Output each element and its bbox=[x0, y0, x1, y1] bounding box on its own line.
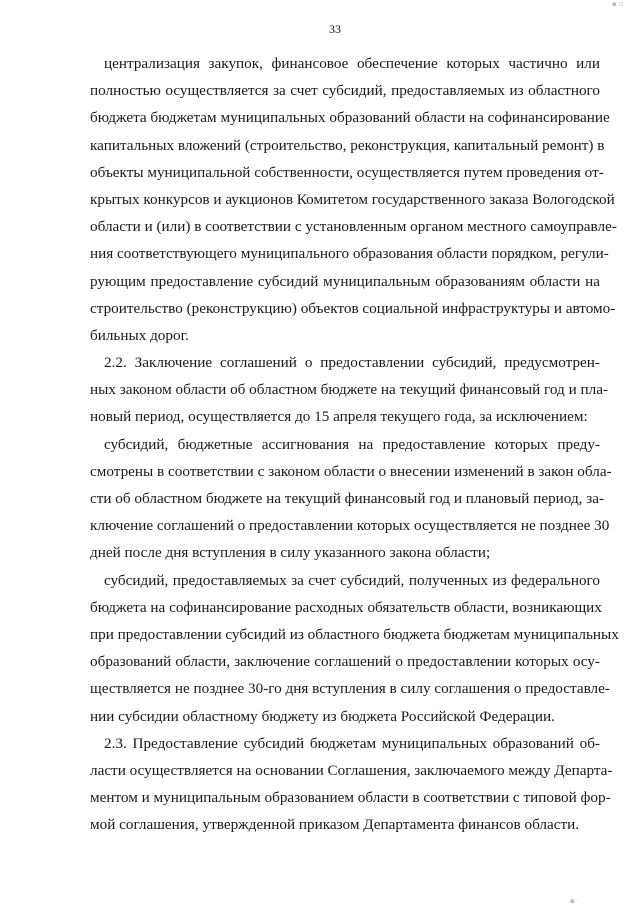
text-line: централизация закупок, финансовое обеспечение которых частично или bbox=[104, 55, 600, 72]
page-number: 33 bbox=[329, 22, 341, 36]
scan-speck: ▪ · bbox=[570, 897, 580, 905]
text-line: при предоставлении субсидий из областного бюджета бюджетам муниципальных bbox=[90, 625, 619, 643]
text-line: смотрены в соответствии с законом области о внесении изменений в закон обла- bbox=[90, 462, 612, 480]
text-line: полностью осуществляется за счет субсидий, предоставляемых из областного bbox=[90, 82, 600, 100]
text-line: области и (или) в соответствии с установленным органом местного самоуправле- bbox=[90, 218, 617, 236]
text-line: ных законом области об областном бюджете на текущий финансовый год и пла- bbox=[90, 381, 609, 399]
paragraph-subsidies-federal bbox=[90, 567, 619, 730]
text-line: сти об областном бюджете на текущий финансовый год и плановый период, за- bbox=[90, 490, 605, 507]
text-line: образований области, заключение соглашений о предоставлении которых осу- bbox=[90, 653, 600, 671]
paragraph-centralization bbox=[90, 50, 617, 349]
text-line: ласти осуществляется на основании Соглашения, заключаемого между Департа- bbox=[90, 761, 613, 779]
text-line: капитальных вложений (строительство, реконструкция, капитальный ремонт) в bbox=[90, 136, 605, 154]
text-line: ключение соглашений о предоставлении которых осуществляется не позднее 30 bbox=[90, 517, 610, 535]
text-line: рующим предоставление субсидий муниципальным образованиям области на bbox=[90, 272, 600, 290]
text-line: крытых конкурсов и аукционов Комитетом государственного заказа Вологодской bbox=[90, 190, 615, 208]
text-line: строительство (реконструкцию) объектов социальной инфраструктуры и автомо- bbox=[90, 299, 616, 317]
text-line: нии субсидии областному бюджету из бюджета Российской Федерации. bbox=[90, 707, 555, 725]
paragraph-subsidies-budget-allocations bbox=[90, 431, 612, 567]
text-line: мой соглашения, утвержденной приказом Департамента финансов области. bbox=[90, 816, 580, 834]
text-line: субсидий, бюджетные ассигнования на предоставление которых преду- bbox=[104, 435, 600, 453]
scan-speck: ▪ ▫ bbox=[612, 0, 624, 8]
text-line: ментом и муниципальным образованием области в соответствии с типовой фор- bbox=[90, 789, 611, 807]
text-line: ния соответствующего муниципального образования области порядком, регули- bbox=[90, 245, 609, 263]
text-line: бюджета на софинансирование расходных обязательств области, возникающих bbox=[90, 598, 602, 616]
text-line: новый период, осуществляется до 15 апреля текущего года, за исключением: bbox=[90, 408, 588, 426]
text-line: 2.2. Заключение соглашений о предоставлении субсидий, предусмотрен- bbox=[104, 354, 600, 372]
text-line: 2.3. Предоставление субсидий бюджетам муниципальных образований об- bbox=[104, 734, 600, 752]
text-line: бильных дорог. bbox=[90, 326, 189, 344]
document-body bbox=[90, 50, 619, 838]
text-line: объекты муниципальной собственности, осуществляется путем проведения от- bbox=[90, 163, 604, 181]
text-line: субсидий, предоставляемых за счет субсидий, полученных из федерального bbox=[104, 571, 600, 589]
paragraph-2-2 bbox=[90, 349, 609, 431]
paragraph-2-3 bbox=[90, 730, 613, 839]
text-line: дней после дня вступления в силу указанного закона области; bbox=[90, 544, 491, 562]
text-line: ществляется не позднее 30-го дня вступления в силу соглашения о предоставле- bbox=[90, 680, 610, 698]
text-line: бюджета бюджетам муниципальных образований области на софинансирование bbox=[90, 109, 610, 127]
